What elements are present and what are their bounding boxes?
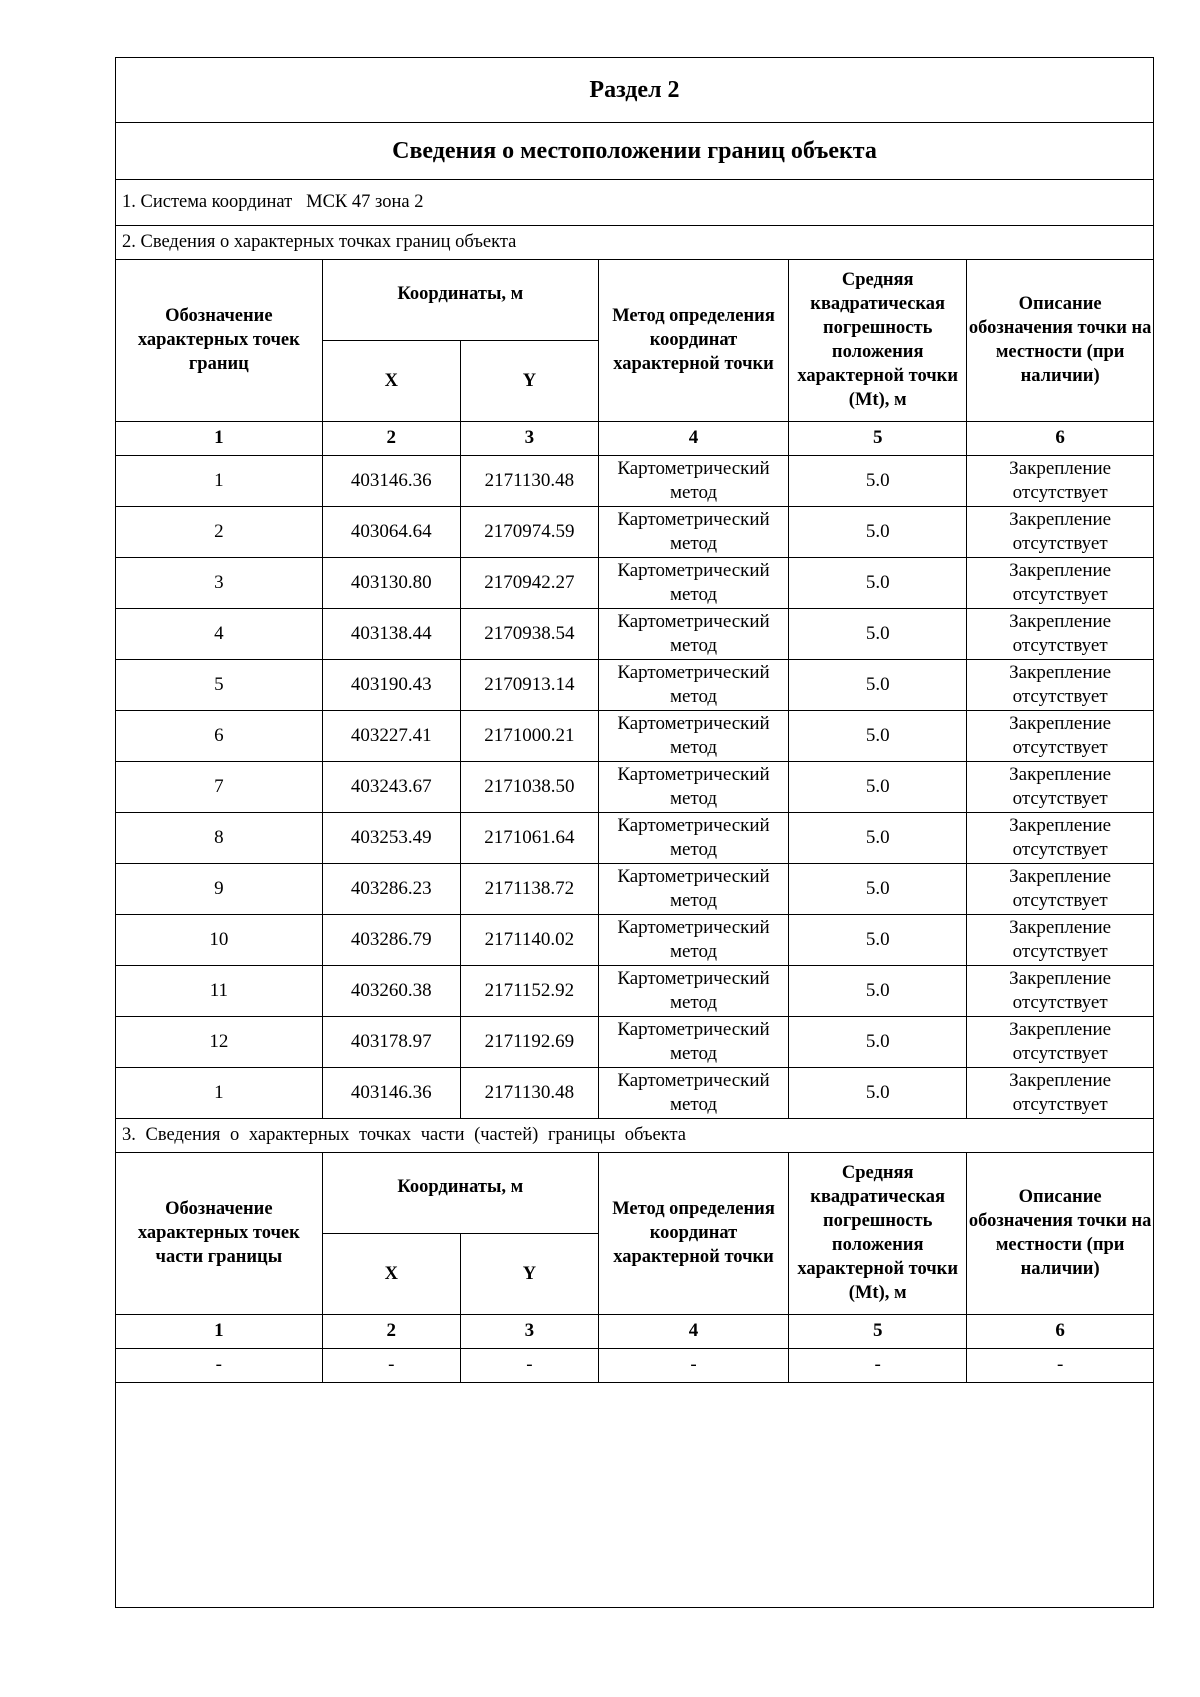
coord-y: 2171038.50	[460, 761, 598, 812]
description-cell	[967, 965, 1153, 1016]
method-line: Картометрический	[617, 1069, 770, 1091]
description-line: отсутствует	[1012, 634, 1108, 656]
method-line: Картометрический	[617, 916, 770, 938]
table-row	[116, 659, 1153, 710]
point-number: 10	[116, 914, 322, 965]
coord-y: 2171152.92	[460, 965, 598, 1016]
column-number: 5	[789, 1314, 967, 1348]
table-row	[116, 1016, 1153, 1067]
method-cell	[598, 506, 788, 557]
column-number: 4	[598, 421, 788, 455]
description-cell	[967, 710, 1153, 761]
method-line: Картометрический	[617, 1018, 770, 1040]
description-line: Закрепление	[1009, 712, 1112, 734]
coord-x: 403286.79	[322, 914, 460, 965]
method-cell	[598, 659, 788, 710]
method-line: метод	[669, 1042, 718, 1064]
error-value: 5.0	[789, 659, 967, 710]
coord-y: 2170942.27	[460, 557, 598, 608]
method-line: метод	[669, 787, 718, 809]
method-cell	[598, 812, 788, 863]
error-value: 5.0	[789, 455, 967, 506]
coord-x: 403260.38	[322, 965, 460, 1016]
table-row	[116, 608, 1153, 659]
point-number: 7	[116, 761, 322, 812]
description-line: отсутствует	[1012, 991, 1108, 1013]
coord-y: 2171138.72	[460, 863, 598, 914]
description-cell	[967, 659, 1153, 710]
empty-cell: -	[322, 1348, 460, 1382]
column-number: 2	[322, 421, 460, 455]
empty-cell: -	[598, 1348, 788, 1382]
description-cell	[967, 1016, 1153, 1067]
description-line: отсутствует	[1012, 889, 1108, 911]
error-value: 5.0	[789, 863, 967, 914]
coord-x: 403286.23	[322, 863, 460, 914]
method-line: метод	[669, 583, 718, 605]
column-number: 3	[460, 421, 598, 455]
description-cell	[967, 455, 1153, 506]
parts-header-y: Y	[460, 1233, 598, 1314]
table-row	[116, 812, 1153, 863]
coord-x: 403178.97	[322, 1016, 460, 1067]
parts-header-x: X	[322, 1233, 460, 1314]
method-line: Картометрический	[617, 763, 770, 785]
description-line: Закрепление	[1009, 865, 1112, 887]
method-line: метод	[669, 838, 718, 860]
header-description: Описание обозначения точки на местности (при наличии)	[967, 259, 1153, 421]
header-y: Y	[460, 340, 598, 421]
method-line: Картометрический	[617, 508, 770, 530]
method-cell	[598, 608, 788, 659]
description-line: отсутствует	[1012, 787, 1108, 809]
point-number: 5	[116, 659, 322, 710]
empty-cell: -	[967, 1348, 1153, 1382]
error-value: 5.0	[789, 965, 967, 1016]
header-coordinates: Координаты, м	[322, 259, 598, 340]
method-line: Картометрический	[617, 559, 770, 581]
page-subtitle: Сведения о местоположении границ объекта	[116, 122, 1153, 179]
method-line: метод	[669, 940, 718, 962]
description-line: отсутствует	[1012, 1042, 1108, 1064]
description-line: Закрепление	[1009, 1069, 1112, 1091]
point-number: 1	[116, 1067, 322, 1118]
header-method: Метод определения координат характерной точки	[598, 259, 788, 421]
method-line: Картометрический	[617, 610, 770, 632]
coord-x: 403138.44	[322, 608, 460, 659]
coord-y: 2171061.64	[460, 812, 598, 863]
table-row	[116, 965, 1153, 1016]
empty-cell: -	[460, 1348, 598, 1382]
coord-x: 403190.43	[322, 659, 460, 710]
method-line: Картометрический	[617, 967, 770, 989]
error-value: 5.0	[789, 812, 967, 863]
description-line: отсутствует	[1012, 481, 1108, 503]
point-number: 4	[116, 608, 322, 659]
coord-system-label: 1. Система координат	[122, 192, 293, 212]
header-x: X	[322, 340, 460, 421]
method-line: Картометрический	[617, 865, 770, 887]
error-value: 5.0	[789, 914, 967, 965]
description-cell	[967, 761, 1153, 812]
table-row	[116, 914, 1153, 965]
method-line: метод	[669, 634, 718, 656]
description-line: Закрепление	[1009, 916, 1112, 938]
empty-cell: -	[789, 1348, 967, 1382]
column-number: 6	[967, 1314, 1153, 1348]
description-line: Закрепление	[1009, 661, 1112, 683]
method-cell	[598, 557, 788, 608]
parts-section-label: 3. Сведения о характерных точках части (частей) границы объекта	[116, 1118, 1153, 1152]
column-number: 1	[116, 421, 322, 455]
coord-x: 403064.64	[322, 506, 460, 557]
parts-header-method: Метод определения координат характерной точки	[598, 1152, 788, 1314]
table-row	[116, 455, 1153, 506]
empty-cell: -	[116, 1348, 322, 1382]
boundary-table	[116, 58, 1153, 1383]
point-number: 3	[116, 557, 322, 608]
column-number: 6	[967, 421, 1153, 455]
parts-column-numbers-row	[116, 1314, 1153, 1348]
error-value: 5.0	[789, 608, 967, 659]
coord-system-value: МСК 47 зона 2	[306, 192, 424, 212]
method-cell	[598, 761, 788, 812]
method-line: метод	[669, 1093, 718, 1115]
point-number: 11	[116, 965, 322, 1016]
table-row	[116, 761, 1153, 812]
description-line: отсутствует	[1012, 1093, 1108, 1115]
column-number: 3	[460, 1314, 598, 1348]
method-line: Картометрический	[617, 661, 770, 683]
parts-empty-row	[116, 1348, 1153, 1382]
description-line: отсутствует	[1012, 736, 1108, 758]
error-value: 5.0	[789, 557, 967, 608]
error-value: 5.0	[789, 761, 967, 812]
description-line: Закрепление	[1009, 967, 1112, 989]
point-number: 9	[116, 863, 322, 914]
method-line: метод	[669, 532, 718, 554]
table-row	[116, 1067, 1153, 1118]
header-designation: Обозначение характерных точек границ	[116, 259, 322, 421]
column-number: 2	[322, 1314, 460, 1348]
table-row	[116, 710, 1153, 761]
column-number: 4	[598, 1314, 788, 1348]
coord-x: 403146.36	[322, 455, 460, 506]
point-number: 8	[116, 812, 322, 863]
description-line: Закрепление	[1009, 508, 1112, 530]
table-row	[116, 557, 1153, 608]
table-row	[116, 506, 1153, 557]
description-cell	[967, 914, 1153, 965]
description-cell	[967, 506, 1153, 557]
method-cell	[598, 455, 788, 506]
error-value: 5.0	[789, 1016, 967, 1067]
method-line: Картометрический	[617, 457, 770, 479]
point-number: 12	[116, 1016, 322, 1067]
description-line: отсутствует	[1012, 940, 1108, 962]
coord-y: 2170938.54	[460, 608, 598, 659]
description-cell	[967, 1067, 1153, 1118]
coord-y: 2170974.59	[460, 506, 598, 557]
description-line: отсутствует	[1012, 838, 1108, 860]
coord-y: 2170913.14	[460, 659, 598, 710]
description-cell	[967, 557, 1153, 608]
description-line: Закрепление	[1009, 559, 1112, 581]
parts-header-description: Описание обозначения точки на местности (при наличии)	[967, 1152, 1153, 1314]
coord-y: 2171130.48	[460, 455, 598, 506]
description-line: Закрепление	[1009, 1018, 1112, 1040]
coord-y: 2171000.21	[460, 710, 598, 761]
coord-system-row	[116, 179, 1153, 225]
method-cell	[598, 1067, 788, 1118]
method-line: метод	[669, 685, 718, 707]
description-cell	[967, 608, 1153, 659]
coord-x: 403146.36	[322, 1067, 460, 1118]
header-error: Средняя квадратическая погрешность положения характерной точки (Mt), м	[789, 259, 967, 421]
point-number: 1	[116, 455, 322, 506]
description-cell	[967, 863, 1153, 914]
description-line: Закрепление	[1009, 763, 1112, 785]
column-numbers-row	[116, 421, 1153, 455]
description-cell	[967, 812, 1153, 863]
method-line: метод	[669, 736, 718, 758]
method-line: Картометрический	[617, 712, 770, 734]
coord-y: 2171192.69	[460, 1016, 598, 1067]
method-cell	[598, 863, 788, 914]
method-cell	[598, 1016, 788, 1067]
description-line: отсутствует	[1012, 532, 1108, 554]
point-number: 2	[116, 506, 322, 557]
error-value: 5.0	[789, 710, 967, 761]
method-cell	[598, 914, 788, 965]
coord-x: 403130.80	[322, 557, 460, 608]
method-line: метод	[669, 889, 718, 911]
description-line: Закрепление	[1009, 610, 1112, 632]
coord-x: 403253.49	[322, 812, 460, 863]
points-section-label: 2. Сведения о характерных точках границ объекта	[116, 225, 1153, 259]
method-line: метод	[669, 481, 718, 503]
point-number: 6	[116, 710, 322, 761]
description-line: отсутствует	[1012, 583, 1108, 605]
method-cell	[598, 965, 788, 1016]
description-line: отсутствует	[1012, 685, 1108, 707]
method-line: Картометрический	[617, 814, 770, 836]
coord-x: 403243.67	[322, 761, 460, 812]
error-value: 5.0	[789, 1067, 967, 1118]
table-row	[116, 863, 1153, 914]
document-frame	[115, 57, 1154, 1608]
parts-header-coordinates: Координаты, м	[322, 1152, 598, 1233]
error-value: 5.0	[789, 506, 967, 557]
description-line: Закрепление	[1009, 814, 1112, 836]
parts-header-error: Средняя квадратическая погрешность положения характерной точки (Mt), м	[789, 1152, 967, 1314]
coord-y: 2171140.02	[460, 914, 598, 965]
description-line: Закрепление	[1009, 457, 1112, 479]
method-line: метод	[669, 991, 718, 1013]
column-number: 1	[116, 1314, 322, 1348]
section-title: Раздел 2	[116, 58, 1153, 122]
column-number: 5	[789, 421, 967, 455]
coord-y: 2171130.48	[460, 1067, 598, 1118]
parts-header-designation: Обозначение характерных точек части границы	[116, 1152, 322, 1314]
coord-x: 403227.41	[322, 710, 460, 761]
method-cell	[598, 710, 788, 761]
